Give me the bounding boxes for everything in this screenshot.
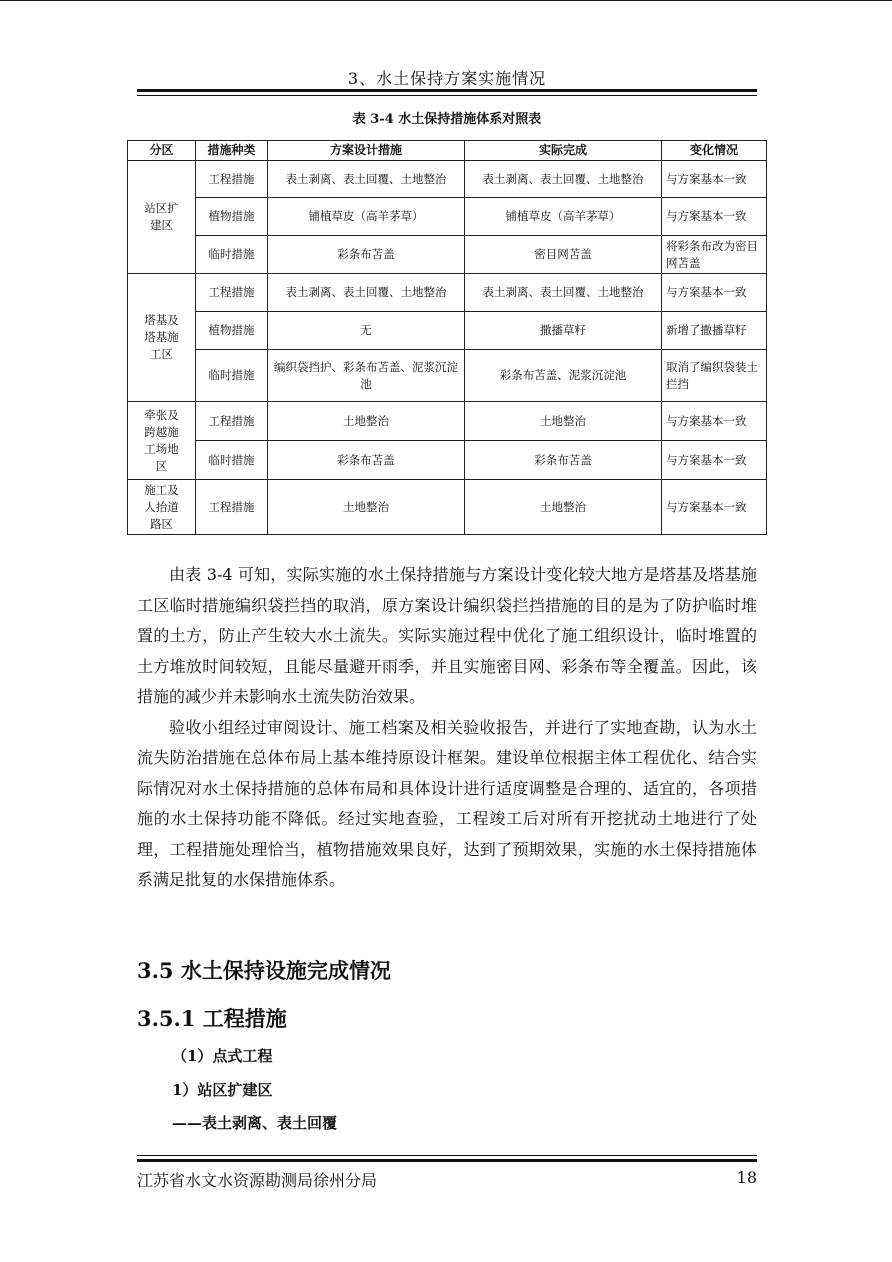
zone-cell: 施工及人抬道路区 xyxy=(128,480,196,535)
header-rule-thick xyxy=(137,89,757,92)
subsection-heading: 3.5.1 工程措施 xyxy=(137,1006,287,1031)
measures-table xyxy=(127,140,767,535)
table-row xyxy=(128,402,767,441)
section-heading: 3.5 水土保持设施完成情况 xyxy=(137,958,391,983)
design-cell: 土地整治 xyxy=(268,480,465,535)
actual-cell: 土地整治 xyxy=(465,402,662,441)
zone-cell: 塔基及塔基施工区 xyxy=(128,274,196,402)
col-header-zone: 分区 xyxy=(128,141,196,161)
change-cell: 取消了编织袋装土拦挡 xyxy=(662,350,767,402)
change-cell: 与方案基本一致 xyxy=(662,274,767,312)
table-caption: 表 3-4 水土保持措施体系对照表 xyxy=(352,112,542,127)
table-row xyxy=(128,441,767,480)
item-topsoil: ——表土剥离、表土回覆 xyxy=(172,1114,338,1132)
table-row xyxy=(128,312,767,350)
type-cell: 植物措施 xyxy=(196,198,268,236)
paragraph: 验收小组经过审阅设计、施工档案及相关验收报告，并进行了实地查勘，认为水土流失防治措施在总体布局上基本维持原设计框架。建设单位根据主体工程优化、结合实际情况对水土保持措施的总体布局和具体设计进行适度调整是合理的、适宜的，各项措施的水土保持功能不降低。经过实地查验，工程竣工后对所有开挖扰动土地进行了处理，工程措施处理恰当，植物措施效果良好，达到了预期效果，实施的水土保持措施体系满足批复的水保措施体系。 xyxy=(137,717,757,889)
page-top-border xyxy=(0,0,892,1)
running-header: 3、水土保持方案实施情况 xyxy=(347,69,547,88)
type-cell: 临时措施 xyxy=(196,236,268,274)
design-cell: 表土剥离、表土回覆、土地整治 xyxy=(268,274,465,312)
change-cell: 新增了撒播草籽 xyxy=(662,312,767,350)
actual-cell: 表土剥离、表土回覆、土地整治 xyxy=(465,274,662,312)
change-cell: 与方案基本一致 xyxy=(662,198,767,236)
type-cell: 临时措施 xyxy=(196,441,268,480)
item-point-works: （1）点式工程 xyxy=(172,1047,273,1065)
change-cell: 与方案基本一致 xyxy=(662,480,767,535)
table-row xyxy=(128,480,767,535)
type-cell: 工程措施 xyxy=(196,274,268,312)
change-cell: 将彩条布改为密目网苫盖 xyxy=(662,236,767,274)
paragraph: 由表 3-4 可知，实际实施的水土保持措施与方案设计变化较大地方是塔基及塔基施工区临时措施编织袋拦挡的取消，原方案设计编织袋拦挡措施的目的是为了防护临时堆置的土方，防止产生较大水土流失。实际实施过程中优化了施工组织设计，临时堆置的土方堆放时间较短，且能尽量避开雨季，并且实施密目网、彩条布等全覆盖。因此，该措施的减少并未影响水土流失防治效果。 xyxy=(137,565,757,706)
footer-org: 江苏省水文水资源勘测局徐州分局 xyxy=(137,1171,378,1190)
actual-cell: 铺植草皮（高羊茅草） xyxy=(465,198,662,236)
type-cell: 工程措施 xyxy=(196,161,268,198)
design-cell: 编织袋挡护、彩条布苫盖、泥浆沉淀池 xyxy=(268,350,465,402)
design-cell: 彩条布苫盖 xyxy=(268,236,465,274)
actual-cell: 彩条布苫盖 xyxy=(465,441,662,480)
actual-cell: 彩条布苫盖、泥浆沉淀池 xyxy=(465,350,662,402)
body-text xyxy=(137,560,757,896)
header-rule-thin xyxy=(137,95,757,96)
col-header-design: 方案设计措施 xyxy=(268,141,465,161)
design-cell: 彩条布苫盖 xyxy=(268,441,465,480)
zone-cell: 站区扩建区 xyxy=(128,161,196,274)
zone-cell: 牵张及跨越施工场地区 xyxy=(128,402,196,480)
actual-cell: 土地整治 xyxy=(465,480,662,535)
table-row xyxy=(128,198,767,236)
actual-cell: 密目网苫盖 xyxy=(465,236,662,274)
page-number: 18 xyxy=(736,1168,757,1187)
design-cell: 无 xyxy=(268,312,465,350)
change-cell: 与方案基本一致 xyxy=(662,161,767,198)
col-header-actual: 实际完成 xyxy=(465,141,662,161)
col-header-type: 措施种类 xyxy=(196,141,268,161)
col-header-change: 变化情况 xyxy=(662,141,767,161)
item-station-area: 1）站区扩建区 xyxy=(172,1081,273,1099)
type-cell: 植物措施 xyxy=(196,312,268,350)
table-row xyxy=(128,161,767,198)
footer-rule-thin xyxy=(137,1155,757,1156)
actual-cell: 表土剥离、表土回覆、土地整治 xyxy=(465,161,662,198)
design-cell: 土地整治 xyxy=(268,402,465,441)
type-cell: 工程措施 xyxy=(196,480,268,535)
design-cell: 铺植草皮（高羊茅草） xyxy=(268,198,465,236)
change-cell: 与方案基本一致 xyxy=(662,441,767,480)
table-row xyxy=(128,350,767,402)
type-cell: 工程措施 xyxy=(196,402,268,441)
actual-cell: 撒播草籽 xyxy=(465,312,662,350)
design-cell: 表土剥离、表土回覆、土地整治 xyxy=(268,161,465,198)
footer-rule-thick xyxy=(137,1159,757,1162)
type-cell: 临时措施 xyxy=(196,350,268,402)
table-header-row xyxy=(128,141,767,161)
change-cell: 与方案基本一致 xyxy=(662,402,767,441)
table-row xyxy=(128,236,767,274)
table-row xyxy=(128,274,767,312)
